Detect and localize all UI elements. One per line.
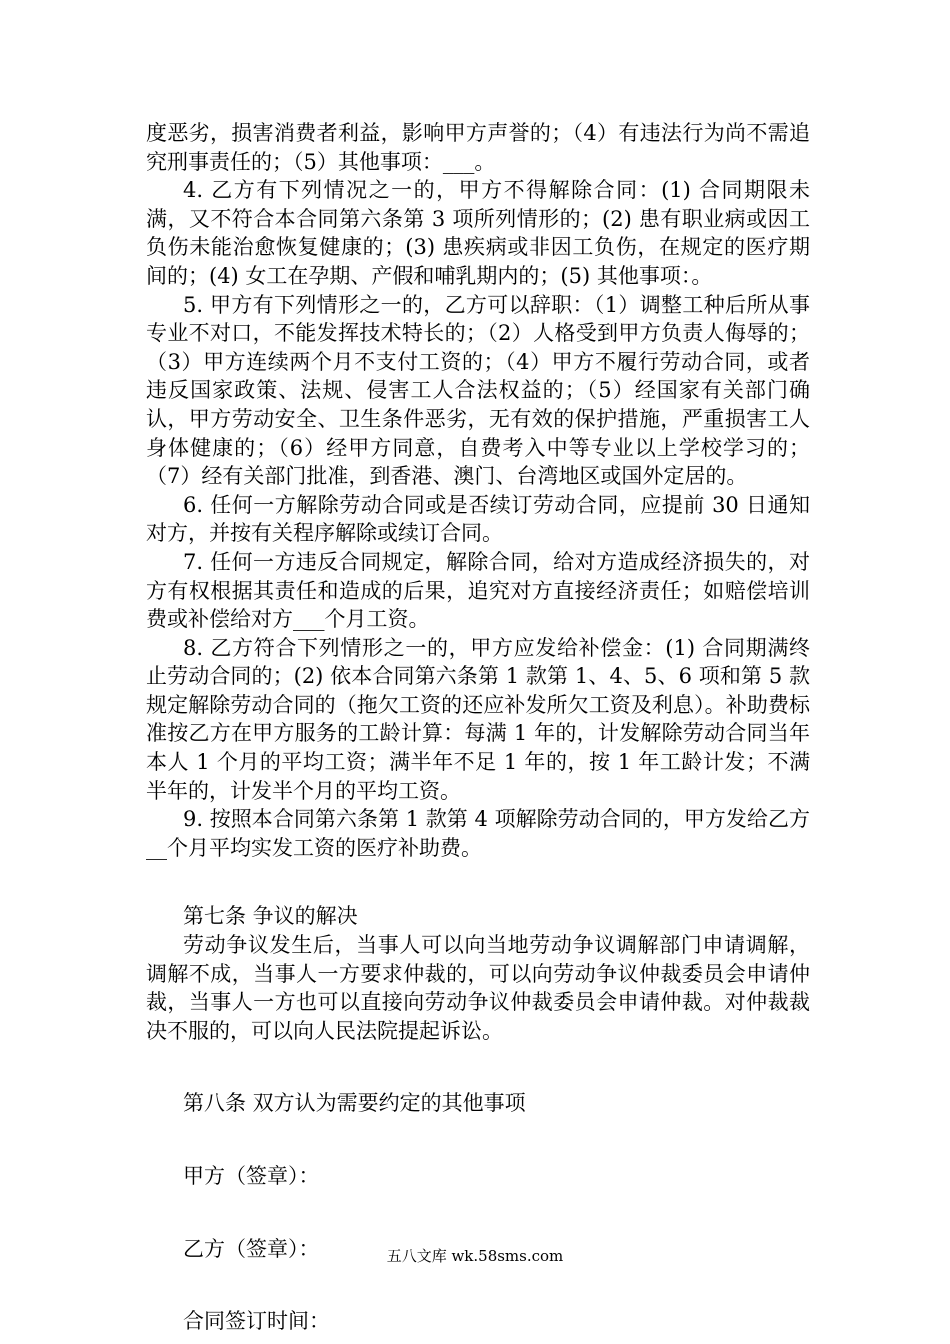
spacer [146,862,810,902]
paragraph-continuation: 度恶劣，损害消费者利益，影响甲方声誉的；（4）有违法行为尚不需追究刑事责任的；（5）其他事项：___。 [146,121,810,174]
spacer [146,1191,810,1235]
party-b-signature: 乙方（签章）： [183,1236,320,1261]
clause-7: 7. 任何一方违反合同规定，解除合同，给对方造成经济损失的，对方有权根据其责任和造成的后果，追究对方直接经济责任；如赔偿培训费或补偿给对方___个月工资。 [146,549,810,632]
spacer [146,1118,810,1162]
document-body [146,119,810,1336]
party-a-signature: 甲方（签章）： [183,1164,320,1188]
clause-8: 8. 乙方符合下列情形之一的，甲方应发给补偿金：(1) 合同期满终止劳动合同的；(2) 依本合同第六条第 1 款第 1、4、5、6 项和第 5 款规定解除劳动合同的（拖欠工资的还应补发所欠工资及利息）。补助费标准按乙方在甲方服务的工龄计算：每满 1 年的，计发解除劳动合同当年本人 1 个月的平均工资；满半年不足 1 年的，按 1 年工龄计发；不满半年的，计发半个月的平均工资。 [146,635,810,803]
clause-5: 5. 甲方有下列情形之一的，乙方可以辞职：（1）调整工种后所从事专业不对口，不能发挥技术特长的；（2）人格受到甲方负责人侮辱的；（3）甲方连续两个月不支付工资的；（4）甲方不履行劳动合同，或者违反国家政策、法规、侵害工人合法权益的；（5）经国家有关部门确认，甲方劳动安全、卫生条件恶劣，无有效的保护措施，严重损害工人身体健康的；（6）经甲方同意，自费考入中等专业以上学校学习的；（7）经有关部门批准，到香港、澳门、台湾地区或国外定居的。 [146,292,810,489]
article-8-title: 第八条 双方认为需要约定的其他事项 [183,1091,526,1116]
clause-9: 9. 按照本合同第六条第 1 款第 4 项解除劳动合同的，甲方发给乙方__个月平均实发工资的医疗补助费。 [146,807,810,860]
spacer [146,1263,810,1307]
page-footer: 五八文库 wk.58sms.com [386,1247,564,1265]
clause-6: 6. 任何一方解除劳动合同或是否续订劳动合同，应提前 30 日通知对方，并按有关程序解除或续订合同。 [146,492,810,546]
clause-4: 4. 乙方有下列情况之一的，甲方不得解除合同：(1) 合同期限未满，又不符合本合同第六条第 3 项所列情形的；(2) 患有职业病或因工负伤未能治愈恢复健康的；(3) 患疾病或非因工负伤，在规定的医疗期间的；(4) 女工在孕期、产假和哺乳期内的；(5) 其他事项：。 [146,178,810,288]
article-7-body: 劳动争议发生后，当事人可以向当地劳动争议调解部门申请调解，调解不成，当事人一方要求仲裁的，可以向劳动争议仲裁委员会申请仲裁，当事人一方也可以直接向劳动争议仲裁委员会申请仲裁。对仲裁裁决不服的，可以向人民法院提起诉讼。 [146,933,810,1043]
signing-date: 合同签订时间： [183,1309,330,1334]
article-7-title: 第七条 争议的解决 [183,904,358,929]
spacer [146,1045,810,1089]
